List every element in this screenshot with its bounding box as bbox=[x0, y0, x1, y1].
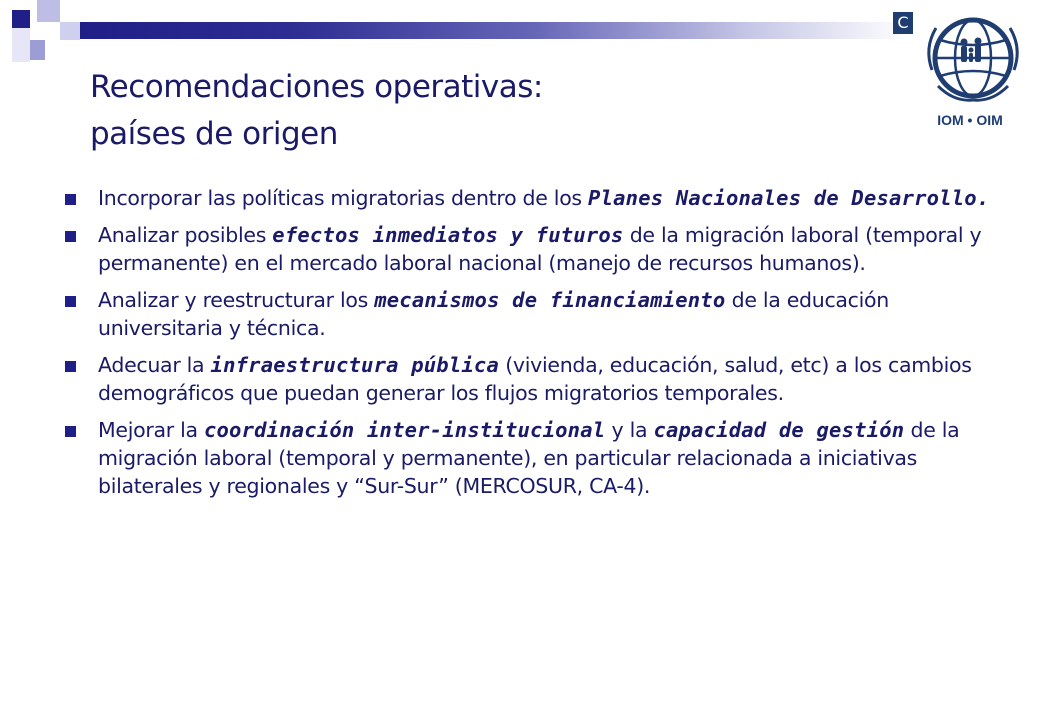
decor-square bbox=[12, 10, 30, 28]
bullet-item bbox=[58, 416, 1008, 500]
bullet-square-icon bbox=[65, 296, 76, 307]
bullet-text: y la bbox=[605, 418, 654, 442]
bullet-square-icon bbox=[65, 231, 76, 242]
decor-square bbox=[30, 40, 45, 60]
bullet-emphasis: Planes Nacionales de Desarrollo. bbox=[588, 186, 990, 210]
bullet-emphasis: capacidad de gestión bbox=[653, 418, 905, 442]
header-corner-glyph: C bbox=[893, 12, 913, 34]
bullet-text: de la migración laboral (temporal y permanente), en particular relacionada a iniciativas bilaterales y regionales y “Sur-Sur” (MERCOSUR, CA-4). bbox=[98, 418, 960, 498]
title-line-1: Recomendaciones operativas: bbox=[90, 69, 543, 105]
bullet-text: Incorporar las políticas migratorias dentro de los bbox=[98, 186, 589, 210]
bullet-emphasis: mecanismos de financiamiento bbox=[374, 288, 726, 312]
bullet-text: Analizar posibles bbox=[98, 223, 273, 247]
bullet-text: Analizar y reestructurar los bbox=[98, 288, 375, 312]
decor-square bbox=[37, 0, 60, 22]
bullet-emphasis: coordinación inter-institucional bbox=[203, 418, 606, 442]
bullet-text: de la educación universitaria y técnica. bbox=[98, 288, 889, 340]
bullet-item bbox=[58, 286, 1008, 342]
bullet-text: de la migración laboral (temporal y permanente) en el mercado laboral nacional (manejo de recursos humanos). bbox=[98, 223, 982, 275]
decor-square bbox=[60, 22, 80, 40]
bullet-square-icon bbox=[65, 361, 76, 372]
bullet-square-icon bbox=[65, 194, 76, 205]
header-gradient-bar bbox=[80, 22, 910, 39]
bullet-item bbox=[58, 184, 1008, 212]
logo-caption: IOM • OIM bbox=[937, 112, 1003, 128]
bullet-item bbox=[58, 351, 1008, 407]
bullet-item bbox=[58, 221, 1008, 277]
bullet-text: (vivienda, educación, salud, etc) a los cambios demográficos que puedan generar los flujos migratorios temporales. bbox=[98, 353, 972, 405]
slide-title bbox=[90, 64, 890, 158]
bullet-square-icon bbox=[65, 426, 76, 437]
bullet-text: Adecuar la bbox=[98, 353, 211, 377]
bullet-text: Mejorar la bbox=[98, 418, 204, 442]
title-line-2: países de origen bbox=[90, 116, 338, 152]
bullet-emphasis: infraestructura pública bbox=[210, 353, 500, 377]
bullet-list bbox=[58, 184, 1008, 509]
decor-square bbox=[12, 28, 30, 62]
bullet-emphasis: efectos inmediatos y futuros bbox=[272, 223, 624, 247]
decor-square bbox=[37, 22, 60, 40]
